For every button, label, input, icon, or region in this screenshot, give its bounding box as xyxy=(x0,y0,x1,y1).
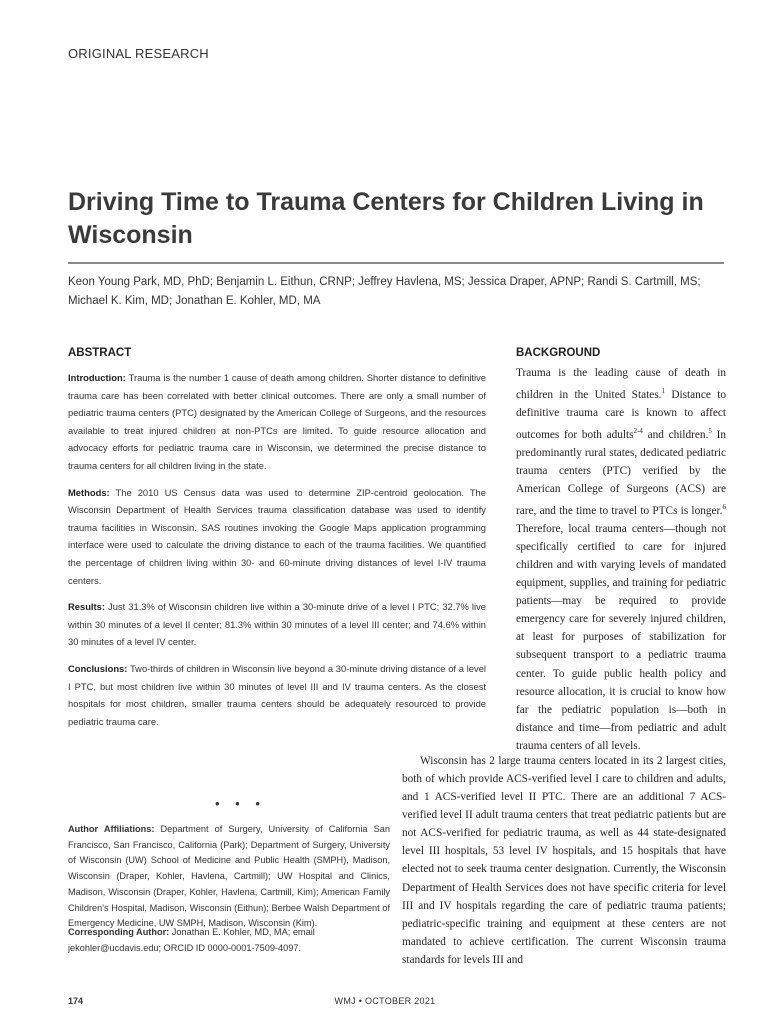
affiliations-label: Author Affiliations: xyxy=(68,824,155,834)
abstract-methods-text: The 2010 US Census data was used to determine ZIP-centroid geolocation. The Wisconsin Department of Health Services trauma classification database was used to identify trauma facilities in Wisconsin. SAS routines invoking the Google Maps application programming interface were used to calculate the driving distance to each of the trauma facilities. We quantified the percentage of children living within 30- and 60-minute driving distances of level I-IV trauma centers. xyxy=(68,486,486,586)
section-label: ORIGINAL RESEARCH xyxy=(68,46,209,61)
footer-journal: WMJ • OCTOBER 2021 xyxy=(334,996,436,1006)
background-paragraph-2: Wisconsin has 2 large trauma centers located in its 2 largest cities, both of which provide ACS-verified level I care to children and adults, and 1 ACS-verified level II PTC. There are an additional 7 ACS-verified level II adult trauma centers that treat pediatric patients but are not ACS-verified for pediatric trauma, as well as 44 state-designated level III hospitals, 53 level IV hospitals, and 15 hospitals that have elected not to seek trauma center designation. Currently, the Wisconsin Department of Health Services does not have specific criteria for level III and IV hospitals regarding the care of pediatric trauma patients; pediatric-specific training and equipment at these centers are not mandated to achieve certification. The current Wisconsin trauma standards for levels III and xyxy=(402,755,726,966)
author-affiliations xyxy=(68,822,390,932)
page-number: 174 xyxy=(68,996,84,1006)
corresponding-author xyxy=(68,925,390,956)
bg-text-e: Therefore, local trauma centers—though not specifically certified to care for injured children and with varying levels of mandated equipment, supplies, and training for pediatric patients—may be required to provide emergency care for severely injured children, at least for purposes of stabilization for subsequent transport to a pediatric trauma center. To guide public health policy and resource allocation, it is crucial to know how far the pediatric population is—both in distance and time—from pediatric and adult trauma centers of all levels. xyxy=(516,522,726,752)
article-title: Driving Time to Trauma Centers for Children Living in Wisconsin xyxy=(68,188,704,249)
affiliations-text: Department of Surgery, University of California San Francisco, San Francisco, California (Park); Department of Surgery, University of Wisconsin (UW) School of Medicine and Public Health (SMPH), Madison, Wisconsin (Draper, Kohler, Havlena, Cartmill); UW Hospital and Clinics, Madison, Wisconsin (Draper, Kohler, Havlena, Cartmill, Kim); American Family Children's Hospital, Madison, Wisconsin (Eithun); Berbee Walsh Department of Emergency Medicine, UW SMPH, Madison, Wisconsin (Kim). xyxy=(68,824,390,929)
abstract-methods-label: Methods: xyxy=(68,486,110,498)
background-heading: BACKGROUND xyxy=(516,347,601,359)
abstract-conclusions xyxy=(68,660,486,730)
bg-text-d: In predominantly rural states, dedicated pediatric trauma centers (PTC) verified by the American College of Surgeons (ACS) are rare, and the time to travel to PTCs is longer. xyxy=(516,428,726,517)
abstract-introduction xyxy=(68,369,486,475)
reference-2-4: 2-4 xyxy=(633,427,643,435)
reference-5: 5 xyxy=(708,427,712,435)
reference-6: 6 xyxy=(722,503,726,512)
abstract-introduction-text: Trauma is the number 1 cause of death among children. Shorter distance to definitive trauma care has been correlated with better clinical outcomes. There are only a small number of pediatric trauma centers (PTC) designated by the American College of Surgeons, and the resources available to treat injured children at non-PTCs are limited. To guide resource allocation and advocacy efforts for pediatric trauma care in Wisconsin, we determined the precise distance to trauma centers for all children living in the state. xyxy=(68,372,487,471)
abstract-results-text: Just 31.3% of Wisconsin children live within a 30-minute drive of a level I PTC; 32.7% live within 30 minutes of a level II center; 81.3% within 30 minutes of a level III center; and 74.6% within 30 minutes of a level IV center. xyxy=(68,601,487,648)
section-separator: • • • xyxy=(215,796,266,811)
corresponding-label: Corresponding Author: xyxy=(68,927,170,937)
abstract-methods xyxy=(68,484,486,590)
abstract-conclusions-label: Conclusions: xyxy=(68,662,128,674)
title-divider xyxy=(68,262,724,264)
abstract-heading: ABSTRACT xyxy=(68,347,132,359)
background-paragraph-1 xyxy=(516,364,726,755)
reference-1: 1 xyxy=(661,387,665,396)
bg-text-a: Trauma is the leading cause of death in children in the United States. xyxy=(516,367,726,401)
bg-text-c: and children. xyxy=(642,428,709,441)
abstract-section xyxy=(68,347,486,739)
abstract-results xyxy=(68,598,486,651)
bg-text-b: Distance to definitive trauma care is known to affect outcomes for both adults xyxy=(516,388,726,441)
abstract-results-label: Results: xyxy=(68,601,105,613)
corresponding-text: Jonathan E. Kohler, MD, MA; email jekohler@ucdavis.edu; ORCID ID 0000-0001-7509-4097. xyxy=(68,927,315,953)
abstract-introduction-label: Introduction: xyxy=(68,372,126,383)
author-list: Keon Young Park, MD, PhD; Benjamin L. Eithun, CRNP; Jeffrey Havlena, MS; Jessica Draper, APNP; Randi S. Cartmill, MS; Michael K. Kim, MD; Jonathan E. Kohler, MD, MA xyxy=(68,276,701,307)
abstract-conclusions-text: Two-thirds of children in Wisconsin live beyond a 30-minute driving distance of a level I PTC, but most children live within 30 minutes of level III and IV trauma centers. As the closest hospitals for most children, smaller trauma centers should be adequately resourced to provide pediatric trauma care. xyxy=(68,662,487,727)
